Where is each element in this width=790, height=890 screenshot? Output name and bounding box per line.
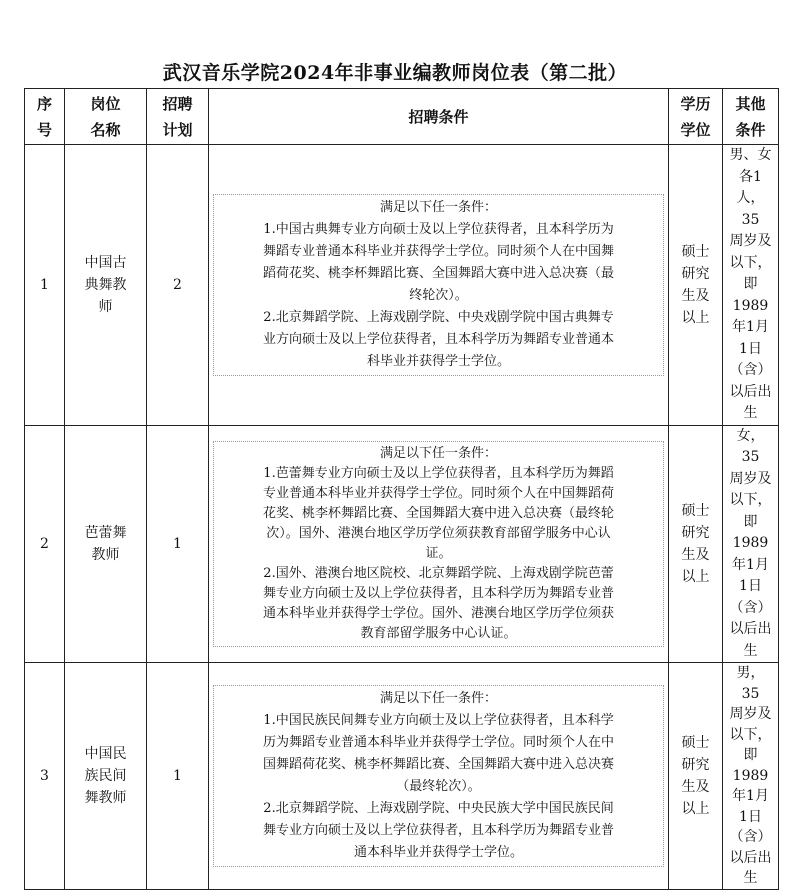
other-line: 以下， (729, 254, 772, 271)
degree-line: 生及 (681, 778, 710, 795)
post-name-line: 芭蕾舞 (84, 524, 127, 541)
table-row (25, 663, 779, 890)
degree-line: 研究 (681, 756, 710, 773)
header-seq-line: 序 (36, 94, 52, 113)
post-name-line: 中国古 (84, 254, 127, 271)
other-line: 年1月 (732, 788, 769, 804)
condition-line: 通本科毕业并获得学士学位。国外、港澳台地区学历学位须获 (262, 605, 614, 621)
positions-table (24, 88, 779, 890)
other-line: 年1月 (732, 556, 769, 573)
condition-line: 科毕业并获得学士学位。 (366, 353, 510, 369)
other-line: 女，35 (736, 427, 765, 465)
post-name-line: 师 (98, 298, 113, 315)
condition-line: 1.中国民族民间舞专业方向硕士及以上学位获得者，且本科学 (263, 712, 614, 728)
header-other-line: 条件 (735, 120, 766, 139)
condition-line: 满足以下任一条件： (379, 199, 497, 215)
condition-line: 满足以下任一条件： (379, 690, 497, 706)
post-name-line: 族民间 (84, 767, 127, 784)
degree-line: 以上 (681, 309, 710, 326)
header-post-line: 岗位 (90, 94, 121, 113)
header-degree-line: 学位 (680, 120, 711, 139)
other-line: 周岁及 (729, 233, 772, 249)
header-plan-line: 计划 (162, 120, 193, 139)
condition-line: 满足以下任一条件： (379, 445, 497, 461)
other-line: 即1989 (732, 513, 769, 551)
other-line: 生 (743, 405, 758, 421)
other-line: 周岁及 (729, 706, 772, 722)
condition-line: 通本科毕业并获得学士学位。 (353, 844, 523, 860)
condition-line: （最终轮次）。 (396, 778, 481, 794)
row-other (723, 425, 779, 663)
condition-line: 2.国外、港澳台地区院校、北京舞蹈学院、上海戏剧学院芭蕾 (263, 565, 614, 581)
other-line: 即1989 (732, 276, 769, 314)
other-line: 男、女 (729, 147, 772, 163)
header-plan (147, 89, 209, 145)
degree-line: 生及 (681, 287, 710, 304)
condition-line: 专业普通本科毕业并获得学士学位。同时须个人在中国舞蹈荷 (262, 485, 614, 501)
row-conditions (209, 425, 669, 663)
row-plan: 1 (147, 663, 209, 890)
header-post (65, 89, 147, 145)
header-conditions: 招聘条件 (209, 89, 669, 145)
header-post-line: 名称 (90, 120, 121, 139)
other-line: 各1 (739, 168, 762, 185)
header-seq (25, 89, 65, 145)
condition-line: 1.芭蕾舞专业方向硕士及以上学位获得者，且本科学历为舞蹈 (263, 465, 614, 481)
row-degree (669, 425, 723, 663)
condition-line: 1.中国古典舞专业方向硕士及以上学位获得者，且本科学历为 (263, 221, 614, 237)
table-row (25, 425, 779, 663)
condition-line: 舞专业方向硕士及以上学位获得者，且本科学历为舞蹈专业普 (262, 822, 614, 838)
other-line: 生 (743, 870, 758, 886)
condition-line: 舞蹈专业普通本科毕业并获得学士学位。同时须个人在中国舞 (262, 243, 614, 259)
other-line: 即1989 (732, 747, 769, 784)
degree-line: 以上 (681, 568, 710, 585)
row-seq: 3 (25, 663, 65, 890)
header-plan-line: 招聘 (162, 94, 193, 113)
other-line: 以后出 (729, 383, 772, 400)
condition-line: 业方向硕士及以上学位获得者，且本科学历为舞蹈专业普通本 (262, 331, 614, 347)
row-degree (669, 145, 723, 426)
degree-line: 研究 (681, 265, 710, 282)
condition-line: 花奖、桃李杯舞蹈比赛、全国舞蹈大赛中进入总决赛（最终轮 (262, 505, 614, 521)
other-line: （含） (729, 829, 772, 845)
degree-line: 硕士 (681, 734, 710, 751)
condition-line: 证。 (425, 545, 452, 561)
row-plan: 2 (147, 145, 209, 426)
other-line: 周岁及 (729, 470, 772, 487)
condition-line: 教育部留学服务中心认证。 (360, 625, 517, 641)
header-other (723, 89, 779, 145)
degree-line: 硕士 (681, 502, 710, 519)
other-line: 人，35 (736, 190, 765, 228)
header-other-line: 其他 (735, 94, 766, 113)
header-seq-line: 号 (36, 120, 52, 139)
row-conditions (209, 145, 669, 426)
degree-line: 以上 (681, 800, 710, 817)
condition-line: 国舞蹈荷花奖、桃李杯舞蹈比赛、全国舞蹈大赛中进入总决赛 (262, 756, 614, 772)
other-line: 1日 (739, 578, 762, 594)
row-degree (669, 663, 723, 890)
other-line: 以后出 (729, 849, 772, 866)
row-other (723, 663, 779, 890)
row-post-name (65, 145, 147, 426)
degree-line: 生及 (681, 546, 710, 563)
other-line: 男，35 (736, 665, 765, 702)
degree-line: 硕士 (681, 243, 710, 260)
post-name-line: 舞教师 (84, 789, 127, 806)
post-name-line: 教师 (91, 546, 120, 563)
table-row (25, 145, 779, 426)
condition-line: 蹈荷花奖、桃李杯舞蹈比赛、全国舞蹈大赛中进入总决赛（最 (262, 265, 614, 281)
other-line: 以后出 (729, 621, 772, 637)
header-degree-line: 学历 (680, 94, 711, 113)
condition-line: 2.北京舞蹈学院、上海戏剧学院、中央戏剧学院中国古典舞专 (263, 309, 614, 325)
other-line: 以下， (729, 492, 772, 508)
page-title: 武汉音乐学院2024年非事业编教师岗位表（第二批） (162, 62, 628, 84)
condition-line: 舞专业方向硕士及以上学位获得者，且本科学历为舞蹈专业普 (262, 585, 614, 601)
header-row (25, 89, 779, 145)
post-name-line: 中国民 (84, 745, 127, 762)
row-seq: 2 (25, 425, 65, 663)
other-line: 1日 (739, 340, 762, 357)
degree-line: 研究 (681, 524, 710, 541)
condition-line: 历为舞蹈专业普通本科毕业并获得学士学位。同时须个人在中 (262, 734, 614, 750)
other-line: 年1月 (732, 319, 769, 335)
other-line: （含） (729, 362, 772, 378)
condition-line: 次）。国外、港澳台地区学历学位须获教育部留学服务中心认 (266, 525, 611, 541)
row-seq: 1 (25, 145, 65, 426)
condition-line: 终轮次）。 (409, 287, 468, 303)
row-other (723, 145, 779, 426)
other-line: 生 (743, 642, 758, 659)
row-post-name (65, 663, 147, 890)
row-plan: 1 (147, 425, 209, 663)
row-conditions (209, 663, 669, 890)
post-name-line: 典舞教 (84, 276, 127, 293)
condition-line: 2.北京舞蹈学院、上海戏剧学院、中央民族大学中国民族民间 (263, 800, 614, 816)
header-degree (669, 89, 723, 145)
other-line: 1日 (739, 808, 762, 825)
other-line: 以下， (729, 726, 772, 743)
row-post-name (65, 425, 147, 663)
other-line: （含） (729, 599, 772, 616)
